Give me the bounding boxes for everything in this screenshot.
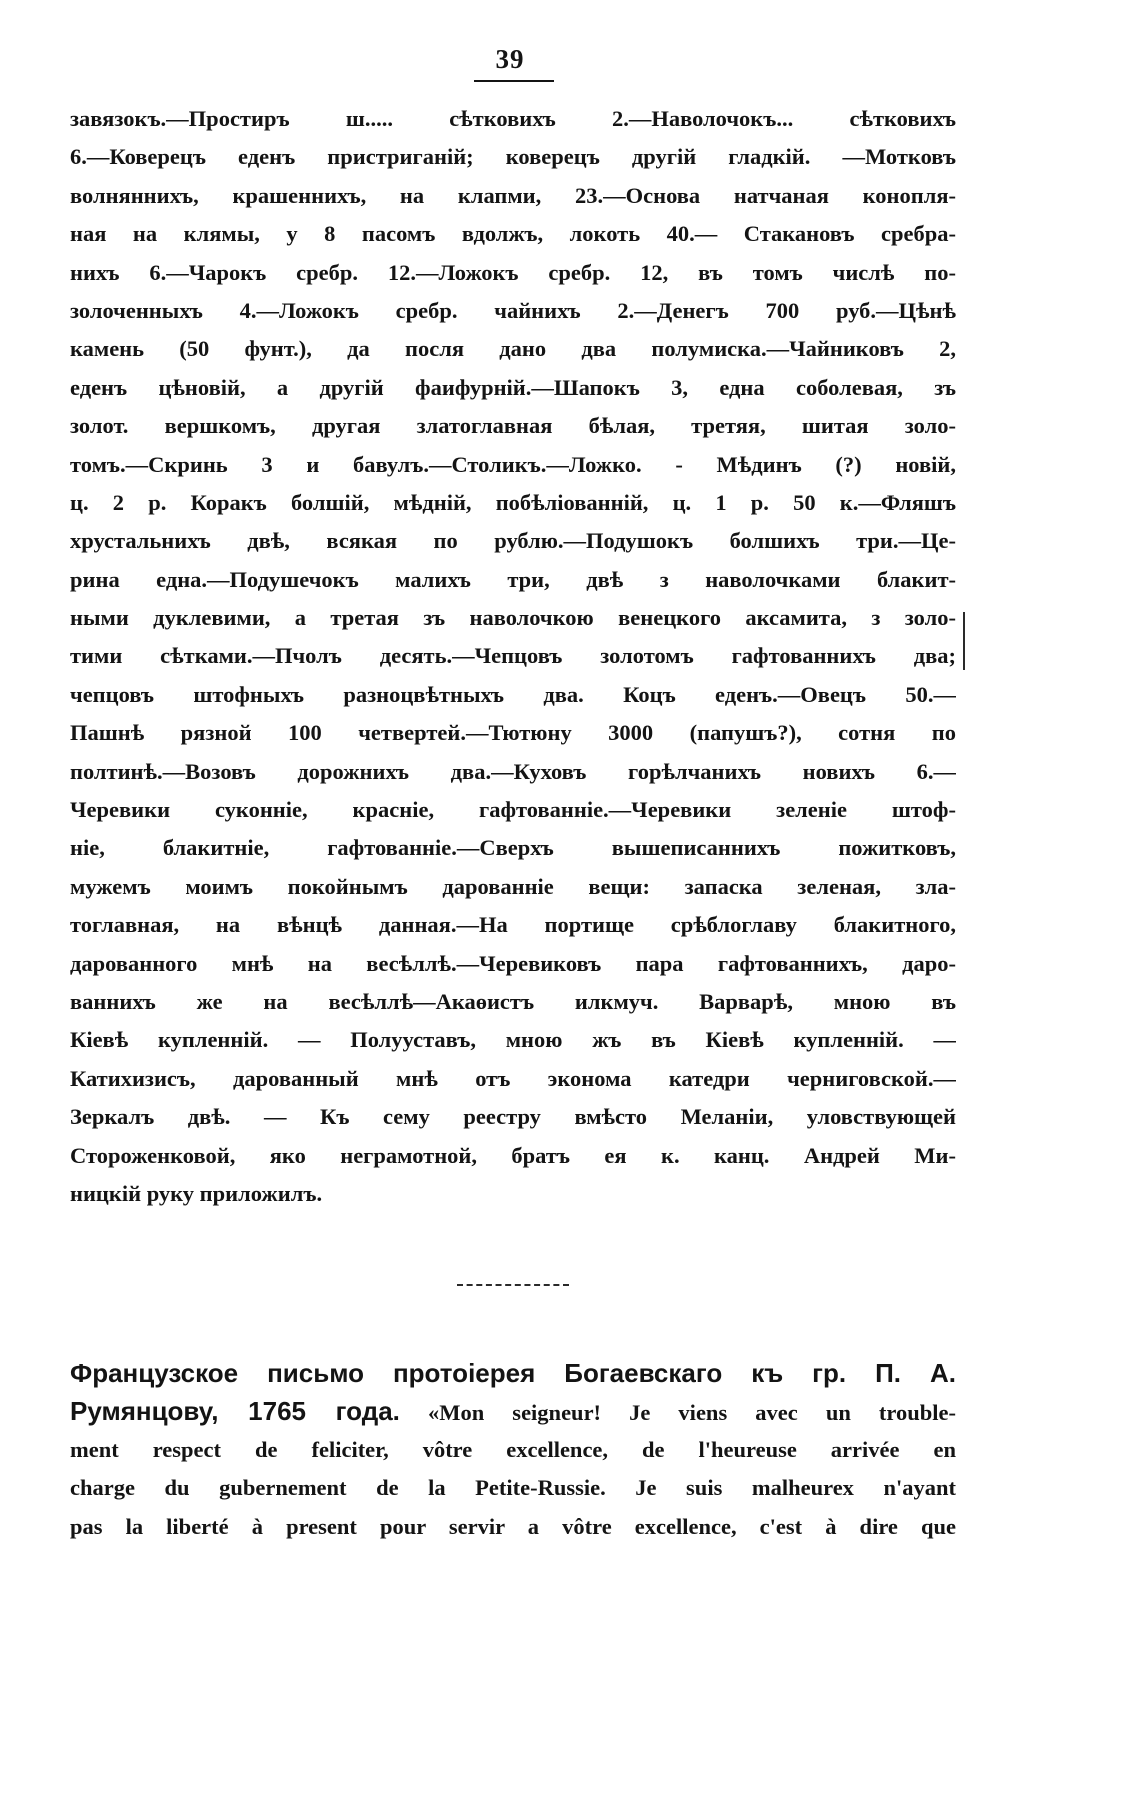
body-line: еденъ цѣновій, а другій фаифурній.—Шапокъ 3, една соболевая, зъ <box>70 374 956 400</box>
body-line: Стороженковой, яко неграмотной, братъ ея к. канц. Андрей Ми- <box>70 1142 956 1168</box>
letter-section <box>70 1354 956 1546</box>
body-line: ными дуклевими, а третая зъ наволочкою венецкого аксамита, з золо- <box>70 605 956 631</box>
page-number: 39 <box>495 44 525 74</box>
body-text <box>70 100 956 1213</box>
body-line: Пашнѣ рязной 100 четвертей.—Тютюну 3000 (папушъ?), сотня по <box>70 720 956 746</box>
body-line: камень (50 фунт.), да посля дано два полумиска.—Чайниковъ 2, <box>70 336 956 362</box>
body-line: ніе, блакитніе, гафтованніе.—Сверхъ вышеписаннихъ пожитковъ, <box>70 835 956 861</box>
body-line: тоглавная, на вѣнцѣ данная.—На портище срѣблоглаву блакитного, <box>70 912 956 938</box>
body-line: ваннихъ же на весѣллѣ—Акаөистъ илкмуч. Варварѣ, мною въ <box>70 988 956 1014</box>
body-line: полтинѣ.—Возовъ дорожнихъ два.—Куховъ горѣлчанихъ новихъ 6.— <box>70 758 956 784</box>
body-line: Кіевѣ купленній. — Полууставъ, мною жъ въ Кіевѣ купленній. — <box>70 1027 956 1053</box>
body-line: Зеркалъ двѣ. — Къ сему реестру вмѣсто Меланіи, уловствующей <box>70 1104 956 1130</box>
letter-line: charge du gubernement de la Petite-Russie. Je suis malheurex n'ayant <box>70 1475 956 1501</box>
body-line: тими сѣтками.—Пчолъ десять.—Чепцовъ золотомъ гафтованнихъ два; <box>70 643 956 669</box>
body-line: Черевики суконніе, красніе, гафтованніе.—Черевики зеленіе штоф- <box>70 797 956 823</box>
page-number-underline <box>474 80 554 82</box>
body-line-last: ницкій руку приложилъ. <box>70 1180 323 1206</box>
body-line: рина една.—Подушечокъ малихъ три, двѣ з наволочками блакит- <box>70 566 956 592</box>
body-line: золот. вершкомъ, другая златоглавная бѣлая, третяя, шитая золо- <box>70 413 956 439</box>
body-line: волняннихъ, крашеннихъ, на клапми, 23.—Основа натчаная конопля- <box>70 182 956 208</box>
body-line: ц. 2 р. Коракъ болшій, мѣдній, побѣліованній, ц. 1 р. 50 к.—Фляшъ <box>70 489 956 515</box>
body-line: 6.—Коверецъ еденъ пристриганій; коверецъ другій гладкій. —Мотковъ <box>70 144 956 170</box>
letter-line: pas la liberté à present pour servir a vôtre excellence, c'est à dire que <box>70 1513 956 1539</box>
body-line: Катихизисъ, дарованный мнѣ отъ эконома катедри черниговской.— <box>70 1065 956 1091</box>
body-line: ная на клямы, у 8 пасомъ вдолжъ, локоть 40.— Стакановъ сребра- <box>70 221 956 247</box>
body-line: мужемъ моимъ покойнымъ дарованніе вещи: запаска зеленая, зла- <box>70 873 956 899</box>
letter-opening: «Mon seigneur! Je viens avec un trouble- <box>427 1400 956 1426</box>
section-heading-continuation: Румянцову, 1765 года. <box>70 1396 400 1427</box>
section-separator <box>457 1284 569 1286</box>
body-line: золоченныхъ 4.—Ложокъ сребр. чайнихъ 2.—Денегъ 700 руб.—Цѣнѣ <box>70 297 956 323</box>
body-line: чепцовъ штофныхъ разноцвѣтныхъ два. Коцъ еденъ.—Овецъ 50.— <box>70 681 956 707</box>
body-line: хрустальнихъ двѣ, всякая по рублю.—Подушокъ болшихъ три.—Це- <box>70 528 956 554</box>
section-heading: Французское письмо протоіерея Богаевскаго къ гр. П. А. <box>70 1358 956 1388</box>
letter-line: ment respect de feliciter, vôtre excellence, de l'heureuse arrivée en <box>70 1436 956 1462</box>
margin-bracket-mark <box>963 612 971 670</box>
body-line: завязокъ.—Простиръ ш..... сѣтковихъ 2.—Наволочокъ... сѣтковихъ <box>70 106 956 131</box>
body-line: дарованного мнѣ на весѣллѣ.—Черевиковъ пара гафтованнихъ, даро- <box>70 950 956 976</box>
body-line: нихъ 6.—Чарокъ сребр. 12.—Ложокъ сребр. 12, въ томъ числѣ по- <box>70 259 956 285</box>
letter-line-first <box>70 1392 956 1430</box>
body-line: томъ.—Скринь 3 и бавулъ.—Столикъ.—Ложко. - Мѣдинъ (?) новій, <box>70 451 956 477</box>
